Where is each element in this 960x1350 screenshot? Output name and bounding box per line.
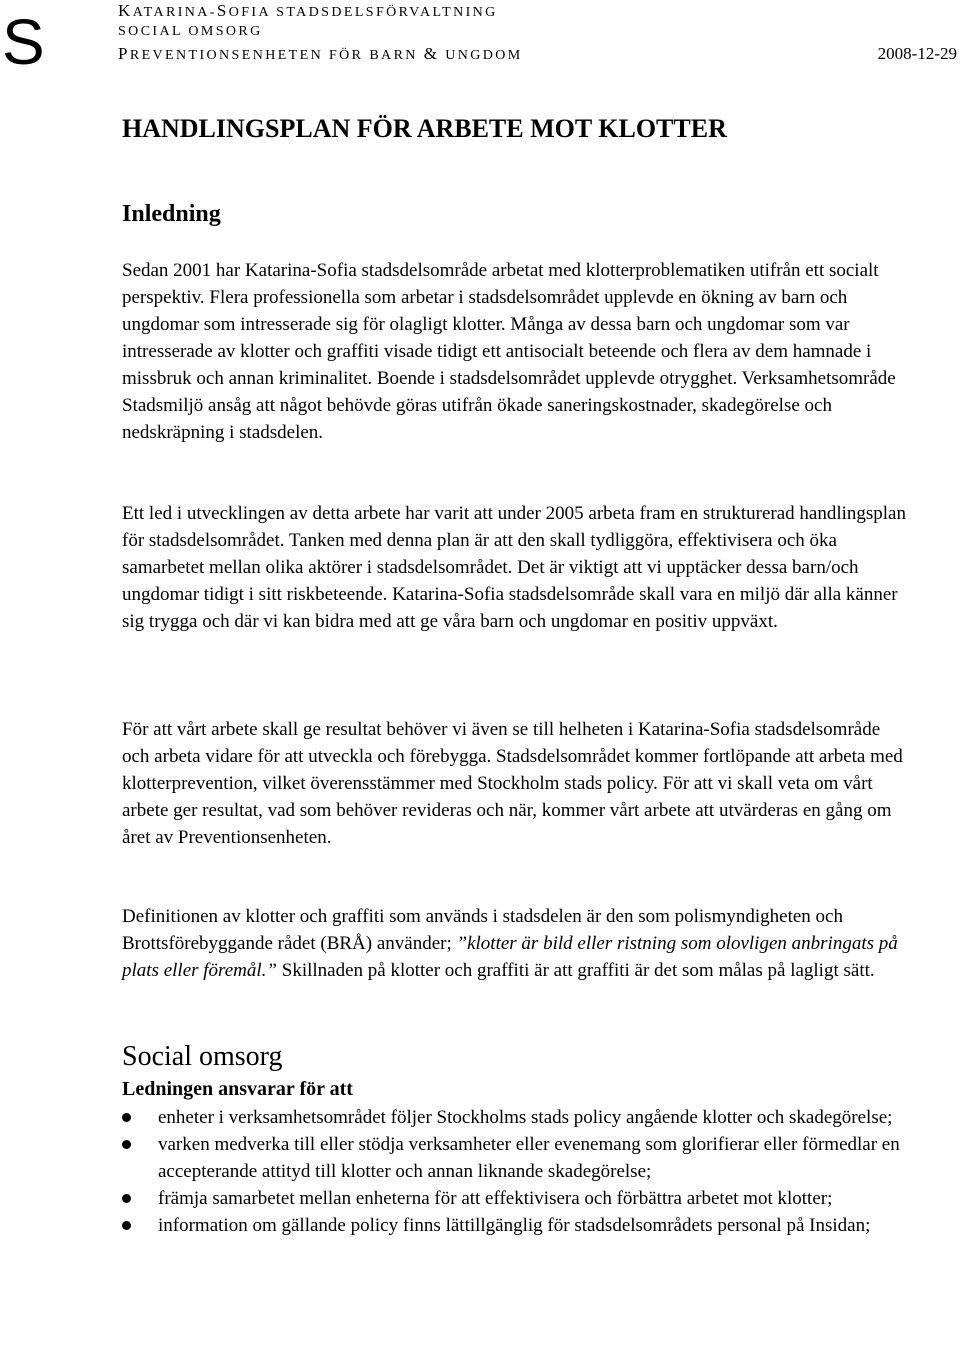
intro-heading: Inledning xyxy=(122,201,221,227)
paragraph-4-start: Definitionen av klotter och graffiti som används i stadsdelen är den som polismyndigheten och Brottsförebyggande rådet (BRÅ) använder; xyxy=(122,906,843,954)
unit-part1: REVENTIONSENHETEN FÖR BARN xyxy=(129,48,418,63)
paragraph-2: Ett led i utvecklingen av detta arbete har varit att under 2005 arbeta fram en strukturerad handlingsplan för stadsdelsområdet. Tanken med denna plan är att den skall tydliggöra, effektivisera och öka samarbetet mellan olika aktörer i stadsdelsområdet. Det är viktigt att vi upptäcker dessa barn/och ungdomar tidigt i sitt riskbeteende. Katarina-Sofia stadsdelsområde skall vara en miljö där alla känner sig trygga och där vi kan bidra med att ge våra barn och ungdomar en positiv uppväxt. xyxy=(122,503,906,632)
list-item xyxy=(122,1212,912,1239)
document-date: 2008-12-29 xyxy=(877,44,957,63)
bullet-icon xyxy=(122,1113,131,1122)
bullet-icon xyxy=(122,1140,131,1149)
list-item xyxy=(122,1104,912,1131)
list-item-text: främja samarbetet mellan enheterna för att effektivisera och förbättra arbetet mot klotter; xyxy=(158,1188,833,1209)
section-heading: Social omsorg xyxy=(122,1041,283,1072)
responsibility-list xyxy=(122,1104,912,1239)
document-title: HANDLINGSPLAN FÖR ARBETE MOT KLOTTER xyxy=(122,114,727,143)
unit-cap-p: P xyxy=(118,44,130,63)
paragraph-4-end: Skillnaden på klotter och graffiti är att graffiti är det som målas på lagligt sätt. xyxy=(277,960,875,981)
unit-line xyxy=(118,46,523,64)
subheading: Ledningen ansvarar för att xyxy=(122,1078,353,1100)
org-name-cap-k: K xyxy=(118,1,133,20)
list-item xyxy=(122,1131,912,1185)
org-name-part1: ATARINA- xyxy=(132,5,217,20)
bullet-icon xyxy=(122,1194,131,1203)
paragraph-4 xyxy=(122,903,912,984)
logo-letter: S xyxy=(2,6,45,78)
list-item-text: varken medverka till eller stödja verksamheter eller evenemang som glorifierar eller förmedlar en accepterande attityd till klotter och annan liknande skadegörelse; xyxy=(158,1134,900,1182)
paragraph-3: För att vårt arbete skall ge resultat behöver vi även se till helheten i Katarina-Sofia stadsdelsområde och arbeta vidare för att utveckla och förebygga. Stadsdelsområdet kommer fortlöpande att arbeta med klotterprevention, vilket överensstämmer med Stockholm stads policy. För att vi skall veta om vårt arbete ger resultat, vad som behöver revideras och när, kommer vårt arbete att utvärderas en gång om året av Preventionsenheten. xyxy=(122,719,903,848)
list-item-text: information om gällande policy finns lättillgänglig för stadsdelsområdets personal på Insidan; xyxy=(158,1215,871,1236)
org-name-line xyxy=(118,3,498,21)
department-line: SOCIAL OMSORG xyxy=(118,24,263,39)
definition-quote: ”klotter är bild eller ristning som olovligen anbringats på plats eller föremål.” xyxy=(122,933,898,981)
paragraph-1: Sedan 2001 har Katarina-Sofia stadsdelsområde arbetat med klotterproblematiken utifrån ett socialt perspektiv. Flera professionella som arbetar i stadsdelsområdet upplevde en ökning av barn och ungdomar som intresserade sig för olagligt klotter. Många av dessa barn och ungdomar som var intresserade av klotter och graffiti visade tidigt ett antisocialt beteende och flera av dem hamnade i missbruk och annan kriminalitet. Boende i stadsdelsområdet upplevde otrygghet. Verksamhetsområde Stadsmiljö ansåg att något behövde göras utifrån ökade saneringskostnader, skadegörelse och nedskräpning i stadsdelen. xyxy=(122,260,896,443)
unit-part2: UNGDOM xyxy=(445,48,523,63)
list-item-text: enheter i verksamhetsområdet följer Stockholms stads policy angående klotter och skadegörelse; xyxy=(158,1107,893,1128)
bullet-icon xyxy=(122,1221,131,1230)
unit-ampersand: & xyxy=(423,44,440,63)
org-name-cap-s: S xyxy=(216,1,229,20)
list-item xyxy=(122,1185,912,1212)
org-name-part2: OFIA STADSDELSFÖRVALTNING xyxy=(228,5,498,20)
